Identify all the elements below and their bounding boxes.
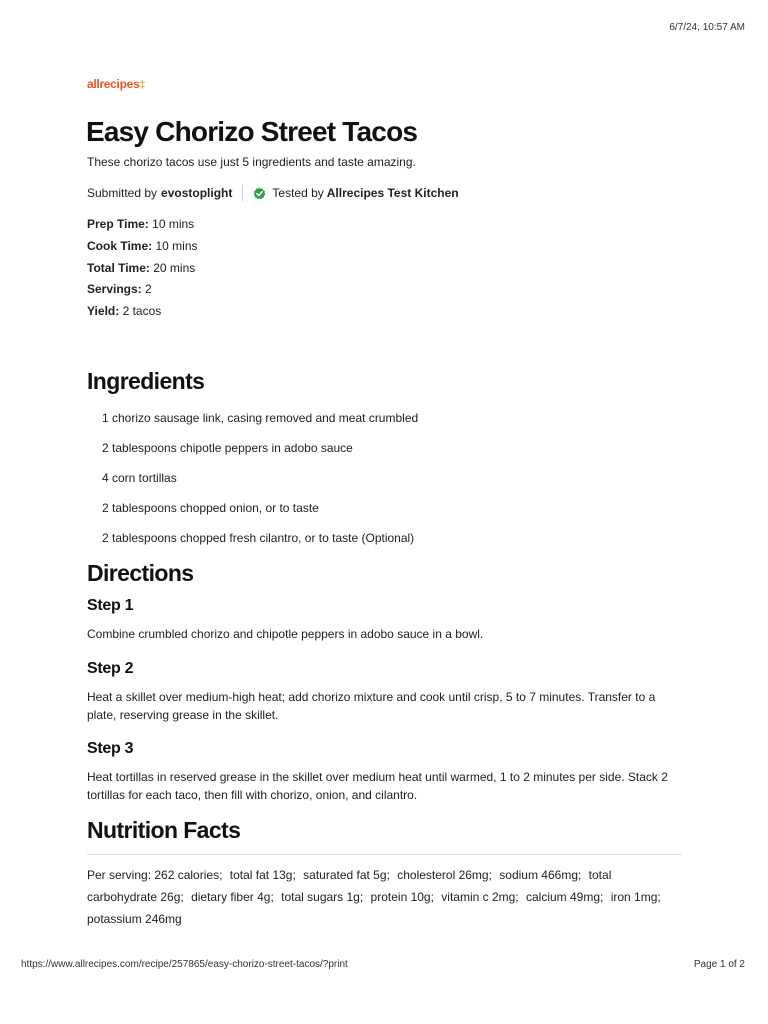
nutrition-item: saturated fat 5g; <box>303 868 390 882</box>
time-label: Total Time: <box>87 260 150 275</box>
nutrition-item: total sugars 1g; <box>281 890 364 904</box>
page-number: Page 1 of 2 <box>693 959 745 970</box>
nutrition-item: sodium 466mg; <box>499 868 582 882</box>
ingredient-item: 2 tablespoons chipotle peppers in adobo sauce <box>102 441 353 455</box>
recipe-title: Easy Chorizo Street Tacos <box>86 116 418 147</box>
step-text: Heat tortillas in reserved grease in the skillet over medium heat until warmed, 1 to 2 minutes per side. Stack 2 tortillas for each taco, then fill with chorizo, onion, and cilantro. <box>87 770 668 802</box>
time-value: 10 mins <box>152 217 195 231</box>
nutrition-heading: Nutrition Facts <box>87 817 241 843</box>
byline-divider <box>242 185 243 201</box>
nutrition-item: calcium 49mg; <box>525 890 604 904</box>
time-label: Servings: <box>87 282 142 297</box>
byline <box>87 185 459 201</box>
ingredient-item: 4 corn tortillas <box>102 471 177 485</box>
allrecipes-logo[interactable] <box>87 77 145 91</box>
time-label: Prep Time: <box>87 217 149 231</box>
nutrition-item: dietary fiber 4g; <box>191 890 274 904</box>
ingredient-item: 1 chorizo sausage link, casing removed and meat crumbled <box>102 411 419 425</box>
directions-heading: Directions <box>87 560 194 586</box>
submitted-label: Submitted by <box>87 186 158 200</box>
nutrition-item: vitamin c 2mg; <box>441 890 519 904</box>
time-row <box>87 279 198 301</box>
step-title: Step 2 <box>87 660 134 677</box>
nutrition-summary <box>87 864 682 930</box>
tester-link[interactable]: Allrecipes Test Kitchen <box>326 186 459 200</box>
time-label: Yield: <box>87 304 120 319</box>
spoon-icon: ‡ <box>139 79 146 91</box>
step-text: Combine crumbled chorizo and chipotle peppers in adobo sauce in a bowl. <box>87 627 484 641</box>
nutrition-item: potassium 246mg <box>87 912 182 926</box>
time-row <box>87 236 198 258</box>
nutrition-item: protein 10g; <box>370 890 434 904</box>
recipe-description: These chorizo tacos use just 5 ingredients and taste amazing. <box>87 155 416 169</box>
author-link[interactable]: evostoplight <box>161 186 233 200</box>
print-date: 6/7/24, 10:57 AM <box>669 22 745 33</box>
nutrition-item: Per serving: 262 calories; <box>87 868 223 882</box>
nutrition-item: cholesterol 26mg; <box>397 868 492 882</box>
ingredient-item: 2 tablespoons chopped fresh cilantro, or to taste (Optional) <box>102 531 415 545</box>
step-text: Heat a skillet over medium-high heat; add chorizo mixture and cook until crisp, 5 to 7 minutes. Transfer to a plate, reserving grease in the skillet. <box>87 690 656 722</box>
time-value: 2 <box>145 282 152 297</box>
step-title: Step 3 <box>87 740 134 757</box>
time-row <box>87 214 198 236</box>
time-value: 20 mins <box>153 260 196 275</box>
nutrition-item: total carbohydrate 26g; <box>87 868 612 904</box>
time-value: 10 mins <box>155 238 198 253</box>
recipe-times <box>87 214 198 323</box>
nutrition-item: total fat 13g; <box>229 868 296 882</box>
nutrition-item: iron 1mg; <box>610 890 661 904</box>
time-row <box>87 258 198 280</box>
verified-check-icon <box>253 187 266 200</box>
tested-label: Tested by <box>272 186 324 200</box>
ingredients-list <box>102 410 418 560</box>
logo-text: allrecipes <box>87 77 140 91</box>
time-value: 2 tacos <box>122 304 162 319</box>
print-url[interactable]: https://www.allrecipes.com/recipe/257865/easy-chorizo-street-tacos/?print <box>21 959 348 970</box>
ingredients-heading: Ingredients <box>87 368 205 394</box>
time-row <box>87 301 198 323</box>
nutrition-divider <box>87 854 682 855</box>
step-title: Step 1 <box>87 597 134 614</box>
ingredient-item: 2 tablespoons chopped onion, or to taste <box>102 501 319 515</box>
time-label: Cook Time: <box>87 238 153 253</box>
